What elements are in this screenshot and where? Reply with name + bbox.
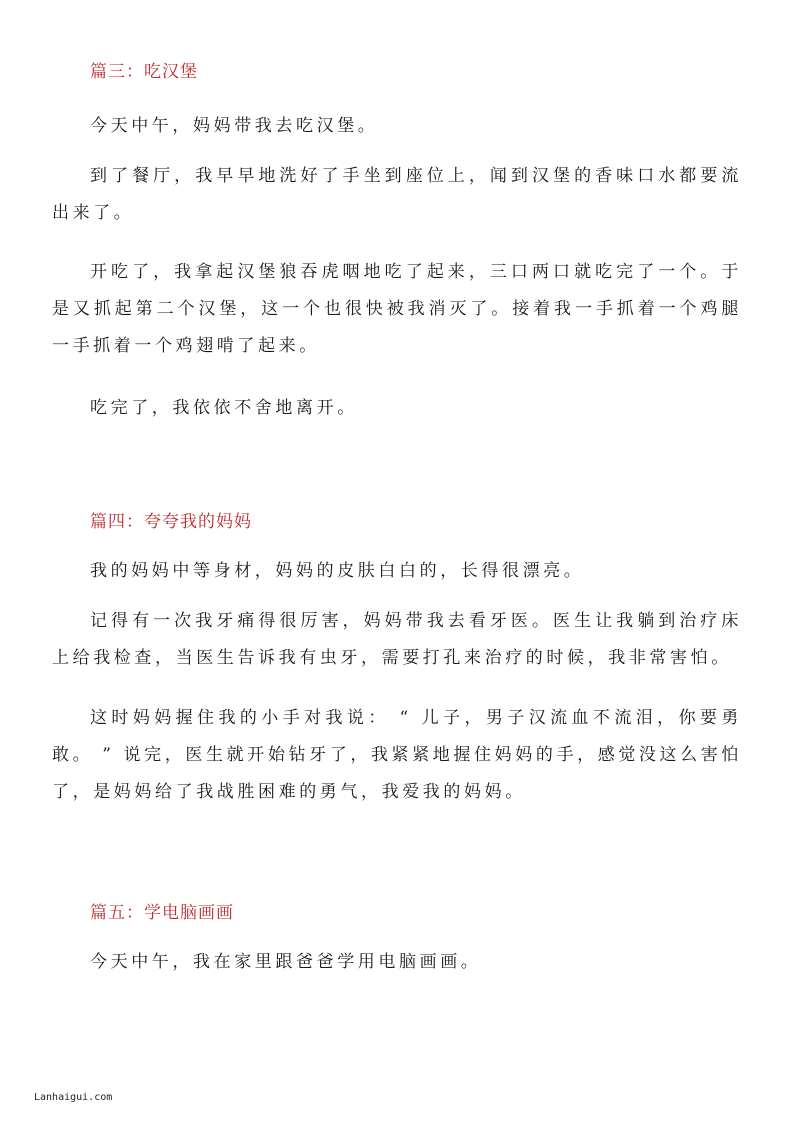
paragraph: 到了餐厅，我早早地洗好了手坐到座位上，闻到汉堡的香味口水都要流出来了。 [52, 166, 742, 223]
section-title-4: 篇四：夸夸我的妈妈 [90, 512, 252, 532]
footer-site-link[interactable]: Lanhaigui.com [34, 1092, 113, 1103]
paragraph: 今天中午，妈妈带我去吃汉堡。 [90, 116, 379, 136]
section-title-5: 篇五：学电脑画画 [90, 903, 234, 923]
paragraph: 这时妈妈握住我的小手对我说： “ 儿子，男子汉流血不流泪，你要勇敢。 ” 说完，医生就开始钻牙了，我紧紧地握住妈妈的手，感觉没这么害怕了，是妈妈给了我战胜困难的勇气，我爱我的妈妈。 [52, 708, 742, 802]
paragraph: 今天中午，我在家里跟爸爸学用电脑画画。 [90, 952, 482, 972]
paragraph: 吃完了，我依依不舍地离开。 [90, 398, 358, 418]
section-title-3: 篇三：吃汉堡 [90, 62, 198, 82]
paragraph: 记得有一次我牙痛得很厉害，妈妈带我去看牙医。医生让我躺到治疗床上给我检查，当医生告诉我有虫牙，需要打孔来治疗的时候，我非常害怕。 [52, 611, 742, 668]
paragraph: 我的妈妈中等身材，妈妈的皮肤白白的，长得很漂亮。 [90, 561, 585, 581]
paragraph: 开吃了，我拿起汉堡狼吞虎咽地吃了起来，三口两口就吃完了一个。于是又抓起第二个汉堡，这一个也很快被我消灭了。接着我一手抓着一个鸡腿一手抓着一个鸡翅啃了起来。 [52, 262, 742, 356]
